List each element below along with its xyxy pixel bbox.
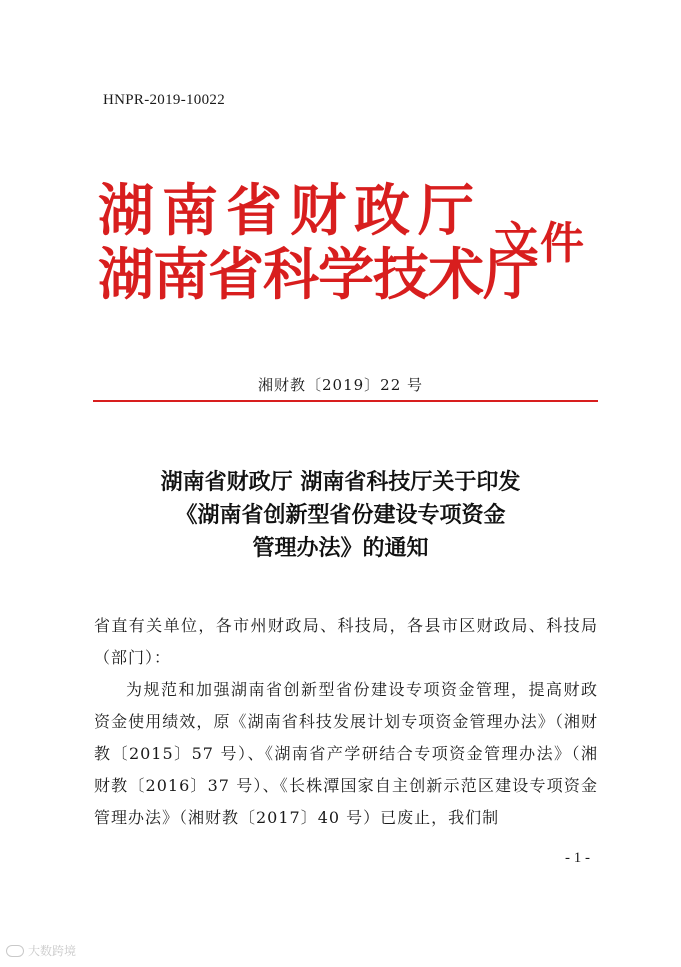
watermark-logo-icon <box>6 945 24 957</box>
red-divider <box>93 400 598 402</box>
title-line-2: 《湖南省创新型省份建设专项资金 <box>175 503 506 528</box>
body-paragraph: 为规范和加强湖南省创新型省份建设专项资金管理，提高财政资金使用绩效，原《湖南省科技发展计划专项资金管理办法》（湘财教〔2015〕57 号）、《湖南省产学研结合专项资金管理办法》（湘财教〔2016〕37 号）、《长株潭国家自主创新示范区建设专项资金管理办法》（湘财教〔2017〕40 号）已废止，我们制 <box>94 680 598 827</box>
watermark <box>6 942 76 959</box>
file-number: 湘财教〔2019〕22 号 <box>257 376 424 394</box>
issuer-suffix: 文件 <box>494 218 586 269</box>
document-title <box>0 466 681 565</box>
issuer-science-technology-department: 湖南省科学技术厅 <box>98 243 538 308</box>
issuer-finance-department: 湖南省财政厅 <box>98 179 482 244</box>
document-number: HNPR-2019-10022 <box>103 92 226 108</box>
title-line-3: 管理办法》的通知 <box>252 536 429 561</box>
page-number: - 1 - <box>565 850 590 866</box>
watermark-text: 大数跨境 <box>28 944 77 958</box>
document-body <box>94 610 598 834</box>
title-line-1: 湖南省财政厅 湖南省科技厅关于印发 <box>160 470 521 495</box>
salutation: 省直有关单位，各市州财政局、科技局，各县市区财政局、科技局（部门）： <box>94 616 598 667</box>
